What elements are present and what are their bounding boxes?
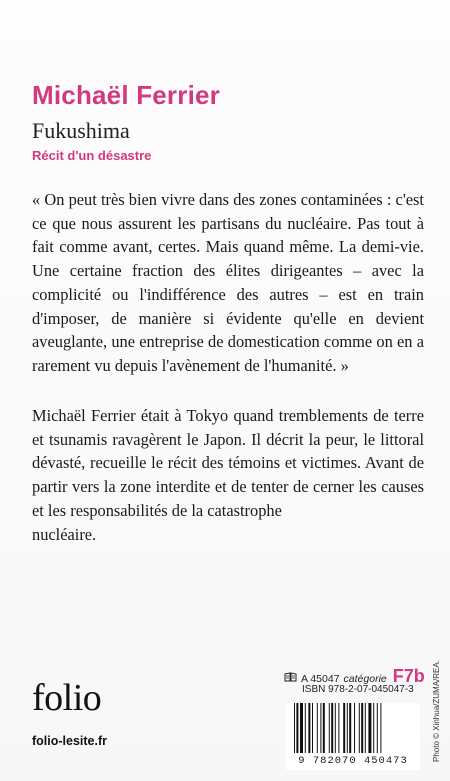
barcode-bar (335, 703, 336, 753)
back-cover-quote: « On peut très bien vivre dans des zones contaminées : c'est ce que nous assurent les partisans du nucléaire. Pas tout à fait comme avant, certes. Mais quand même. La demi-vie. Une certaine fraction des élites dirigeantes – avec la complicité ou l'indifférence des autres – est en train d'imposer, de manière si évidente qu'elle en devient aveuglante, une entreprise de domestication comme on en a rarement vu depuis l'avènement de l'humanité. » (32, 190, 424, 375)
barcode-bar (380, 703, 381, 753)
barcode-bar (300, 703, 303, 753)
barcode-bar (359, 703, 360, 753)
barcode-bar (368, 703, 371, 753)
description-last-line: nucléaire. (32, 524, 97, 544)
description-text: Michaël Ferrier était à Tokyo quand tremblements de terre et tsunamis ravagèrent le Japon. Il décrit la peur, le littoral dévasté, recueille le récit des témoins et victimes. Avant de partir vers la zone interdite et de tenter de cerner les causes et les responsabilités de la catastrophe (32, 406, 424, 520)
category-code: F7b (392, 666, 425, 686)
barcode-bar (305, 703, 306, 753)
barcode-bar (365, 703, 366, 753)
barcode-bars (292, 703, 414, 753)
catalog-row (284, 666, 425, 684)
barcode-bar (294, 703, 295, 753)
barcode-bar (361, 703, 363, 753)
photo-credit: Photo © Xinhua/ZUMA/REA. (432, 660, 441, 762)
catalog-number: A 45047 (301, 673, 340, 685)
barcode-bar (296, 703, 298, 753)
barcode-bar (377, 703, 378, 753)
barcode-bar (343, 703, 345, 753)
barcode-bar (338, 703, 339, 753)
book-description (32, 404, 424, 546)
barcode-bar (317, 703, 318, 753)
publisher-website: folio-lesite.fr (32, 734, 108, 748)
barcode-bar (329, 703, 330, 753)
barcode-bar (312, 703, 313, 753)
isbn: ISBN 978-2-07-045047-3 (302, 684, 414, 695)
barcode-bar (349, 703, 351, 753)
barcode-bar (373, 703, 374, 753)
category-label: catégorie (343, 673, 387, 685)
barcode-bar (347, 703, 348, 753)
barcode-bar (308, 703, 310, 753)
barcode (286, 703, 420, 770)
catalog-info (284, 666, 425, 702)
barcode-bar (320, 703, 321, 753)
book-icon (284, 672, 297, 682)
author-name: Michaël Ferrier (32, 80, 220, 110)
barcode-number: 9 782070 450473 (298, 755, 408, 767)
barcode-bar (354, 703, 355, 753)
book-subtitle: Récit d'un désastre (32, 148, 152, 163)
folio-logo: folio (32, 677, 102, 719)
barcode-bar (323, 703, 325, 753)
book-title: Fukushima (32, 118, 130, 143)
barcode-bar (331, 703, 333, 753)
